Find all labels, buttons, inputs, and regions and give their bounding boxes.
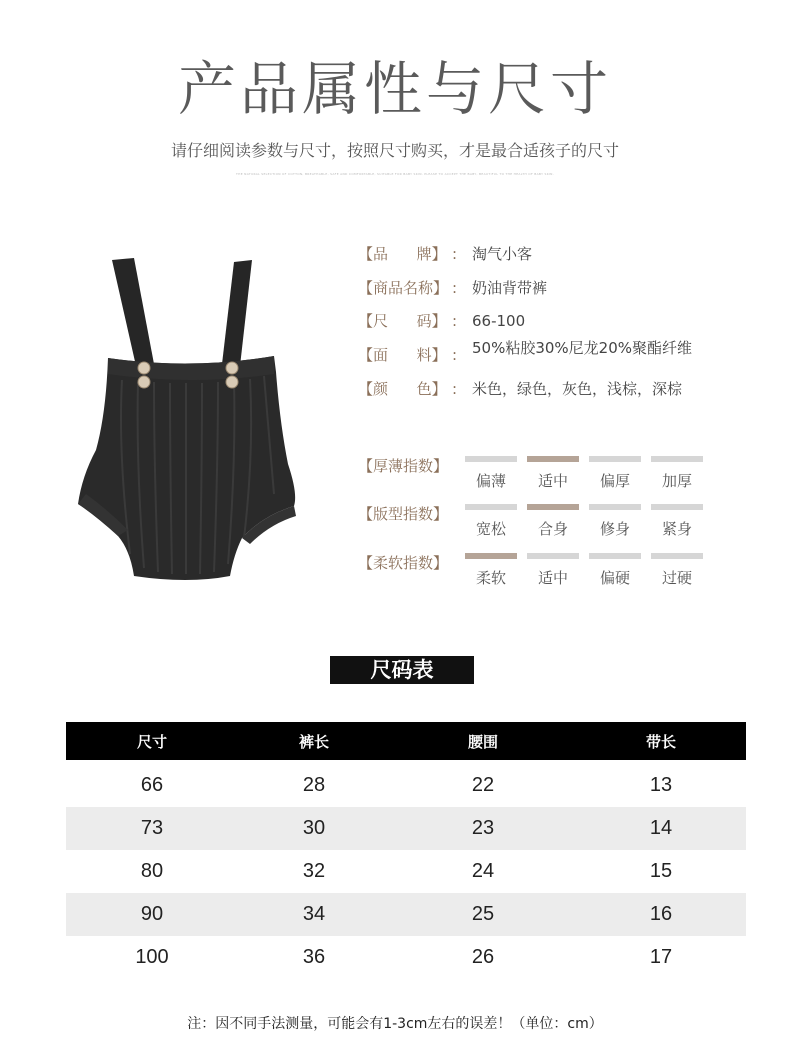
column-header: 腰围 bbox=[390, 722, 576, 760]
fine-print-text: THE NATURAL SELECTION OF COTTON, BREATHABLE, SAFE AND COMFORTABLE, SUITABLE FOR BABY SKIN. PLEASE TO ACCEPT THE BABY, BEAUTIFUL TO THE HEALTH OF BABY SKIN. bbox=[236, 172, 554, 176]
scale-bar bbox=[651, 456, 703, 462]
scale-option: 偏硬 bbox=[599, 569, 630, 587]
scale-option: 加厚 bbox=[661, 472, 692, 490]
table-cell: 13 bbox=[649, 774, 673, 796]
right-strap bbox=[222, 260, 252, 366]
scale-bar bbox=[527, 504, 579, 510]
attr-colon: : bbox=[452, 312, 458, 330]
page-subtitle: 请仔细阅读参数与尺寸，按照尺寸购买，才是最合适孩子的尺寸 bbox=[170, 141, 619, 160]
scale-option: 修身 bbox=[599, 520, 630, 538]
size-chart-heading: 尺码表 bbox=[330, 656, 474, 684]
table-header-row bbox=[66, 722, 746, 760]
size-table bbox=[66, 722, 746, 979]
attr-label: 【尺 码】 bbox=[358, 312, 447, 330]
scale-option: 适中 bbox=[537, 569, 568, 587]
table-cell: 34 bbox=[238, 893, 390, 936]
scale-bar bbox=[465, 553, 517, 559]
table-cell: 36 bbox=[302, 946, 326, 968]
page-title: 产品属性与尺寸 bbox=[177, 55, 612, 123]
table-row bbox=[66, 760, 746, 807]
table-cell: 16 bbox=[576, 893, 746, 936]
product-image bbox=[74, 254, 304, 584]
table-cell: 80 bbox=[140, 860, 164, 882]
table-cell: 26 bbox=[471, 946, 495, 968]
table-cell: 32 bbox=[302, 860, 326, 882]
scale-bar bbox=[651, 553, 703, 559]
scale-option: 紧身 bbox=[661, 520, 692, 538]
attr-value: 米色，绿色，灰色，浅棕，深棕 bbox=[472, 380, 683, 398]
table-row bbox=[66, 893, 746, 936]
attr-label: 【颜 色】 bbox=[358, 380, 447, 398]
table-cell: 17 bbox=[649, 946, 673, 968]
scale-bar bbox=[589, 504, 641, 510]
table-cell: 14 bbox=[576, 807, 746, 850]
attr-label: 【商品名称】 bbox=[358, 279, 449, 297]
attr-colon: : bbox=[452, 346, 458, 364]
scale-bar bbox=[589, 553, 641, 559]
table-cell: 25 bbox=[390, 893, 576, 936]
table-cell: 30 bbox=[238, 807, 390, 850]
attr-colon: : bbox=[452, 380, 458, 398]
attr-value: 奶油背带裤 bbox=[472, 279, 548, 297]
table-cell: 28 bbox=[302, 774, 326, 796]
scale-bar bbox=[465, 456, 517, 462]
scale-bar bbox=[651, 504, 703, 510]
scale-bar bbox=[527, 456, 579, 462]
attr-colon: : bbox=[452, 245, 458, 263]
scale-option: 偏厚 bbox=[599, 472, 630, 490]
column-header: 带长 bbox=[576, 722, 746, 760]
scale-label: 【厚薄指数】 bbox=[358, 457, 449, 475]
scale-bar bbox=[465, 504, 517, 510]
table-cell: 15 bbox=[649, 860, 673, 882]
attr-value: 50%粘胶30%尼龙20%聚酯纤维 bbox=[472, 339, 693, 357]
scale-bar bbox=[527, 553, 579, 559]
attr-value: 淘气小客 bbox=[472, 245, 533, 263]
scale-option: 柔软 bbox=[475, 569, 506, 587]
scale-option: 宽松 bbox=[475, 520, 506, 538]
table-cell: 22 bbox=[471, 774, 495, 796]
measurement-note: 注：因不同手法测量，可能会有1-3cm左右的误差！（单位：cm） bbox=[187, 1016, 603, 1032]
scale-option: 合身 bbox=[537, 520, 568, 538]
table-cell: 23 bbox=[390, 807, 576, 850]
left-strap bbox=[112, 258, 154, 366]
column-header: 尺寸 bbox=[66, 722, 238, 760]
table-row bbox=[66, 807, 746, 850]
attr-colon: : bbox=[452, 279, 458, 297]
attr-label: 【品 牌】 bbox=[358, 245, 447, 263]
scale-option: 偏薄 bbox=[475, 472, 506, 490]
scale-label: 【柔软指数】 bbox=[358, 554, 449, 572]
column-header: 裤长 bbox=[238, 722, 390, 760]
scale-option: 过硬 bbox=[661, 569, 692, 587]
scale-bar bbox=[589, 456, 641, 462]
table-row bbox=[66, 850, 746, 893]
table-row bbox=[66, 936, 746, 979]
table-cell: 24 bbox=[471, 860, 495, 882]
scale-option: 适中 bbox=[537, 472, 568, 490]
table-cell: 73 bbox=[66, 807, 238, 850]
table-cell: 100 bbox=[135, 946, 169, 968]
scale-label: 【版型指数】 bbox=[358, 505, 449, 523]
table-cell: 66 bbox=[140, 774, 164, 796]
attr-value: 66-100 bbox=[472, 312, 526, 330]
table-cell: 90 bbox=[66, 893, 238, 936]
attr-label: 【面 料】 bbox=[358, 346, 447, 364]
